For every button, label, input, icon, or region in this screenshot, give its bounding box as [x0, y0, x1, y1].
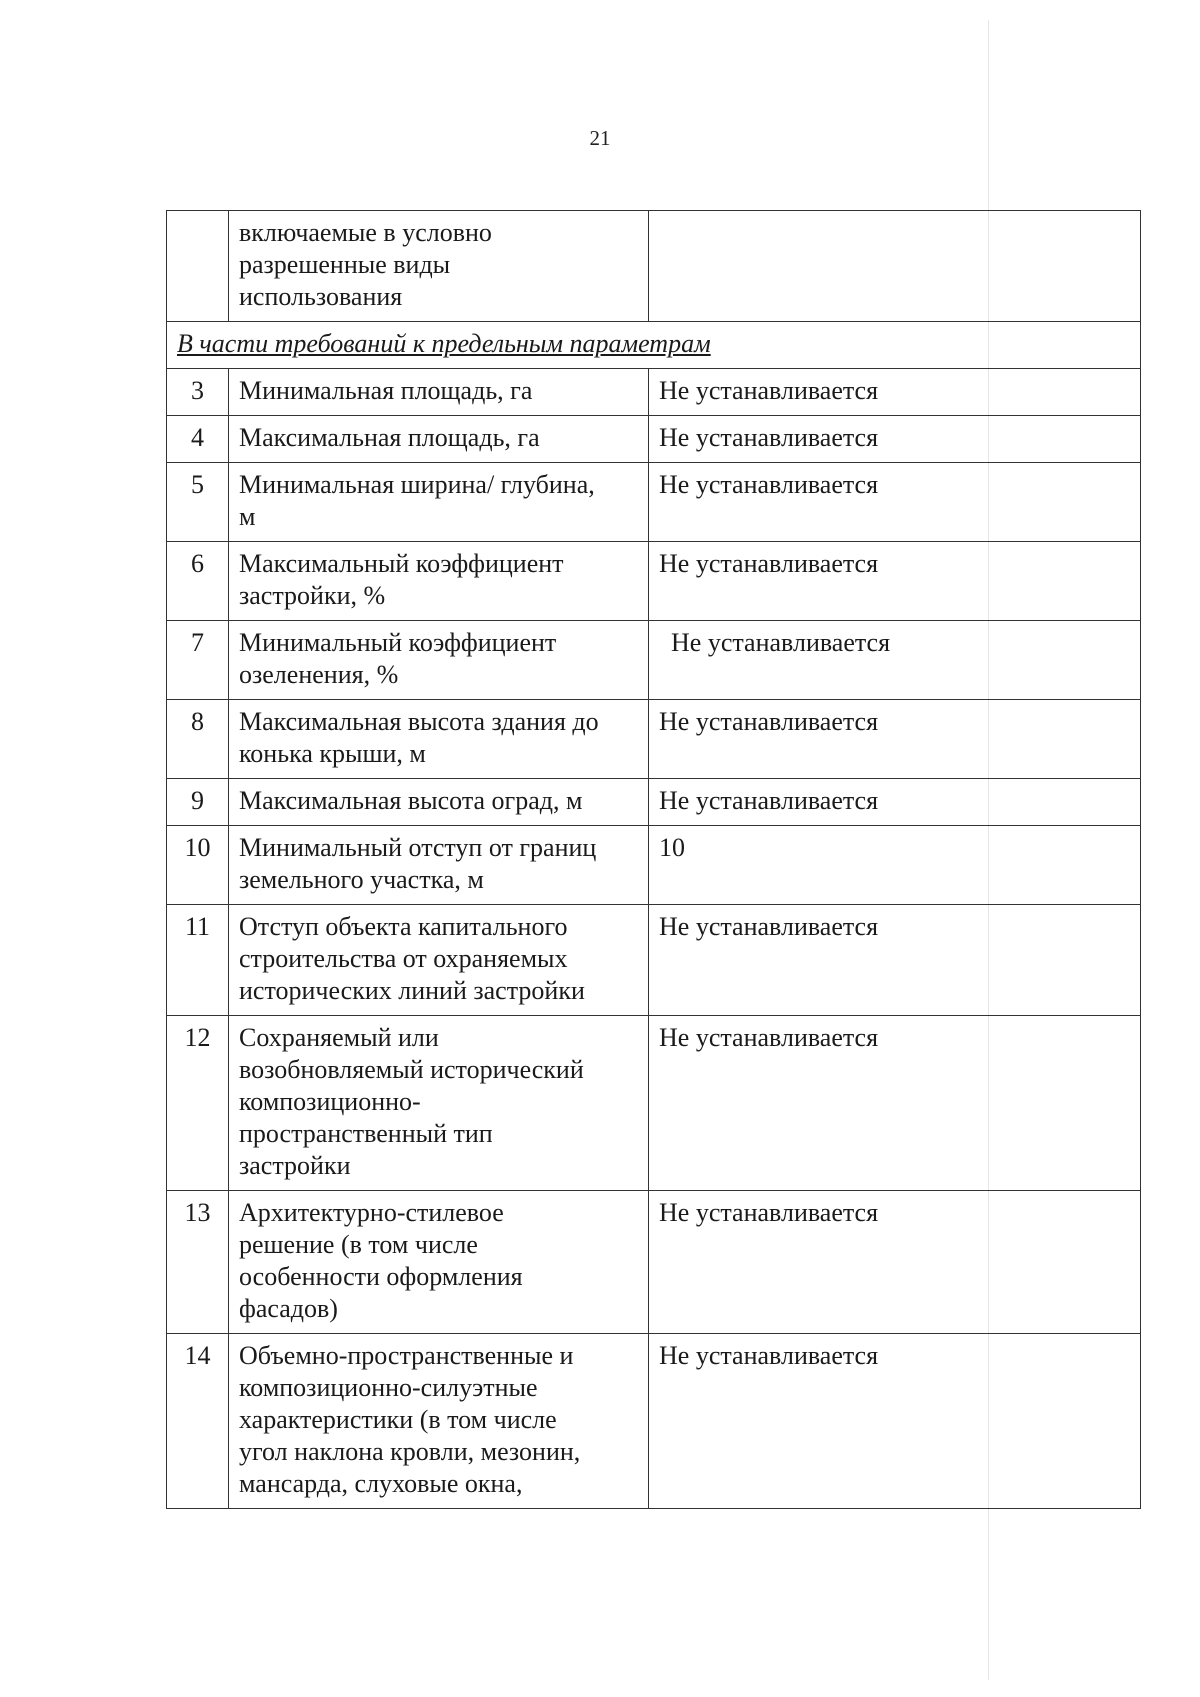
table-row: [167, 369, 1141, 416]
value-cell: Не устанавливается: [649, 621, 1141, 700]
parameter-cell: [229, 211, 649, 322]
parameter-cell: [229, 1016, 649, 1191]
parameter-line: Отступ объекта капитального: [239, 912, 568, 941]
parameter-line: фасадов): [239, 1294, 338, 1323]
parameter-line: Минимальный отступ от границ: [239, 833, 597, 862]
table-row: [167, 416, 1141, 463]
parameter-line: особенности оформления: [239, 1262, 523, 1291]
value-cell: Не устанавливается: [649, 416, 1141, 463]
parameter-cell: [229, 905, 649, 1016]
row-number-cell: 11: [167, 905, 229, 1016]
parameter-cell: [229, 826, 649, 905]
table-row: [167, 905, 1141, 1016]
value-cell: Не устанавливается: [649, 1191, 1141, 1334]
value-cell: Не устанавливается: [649, 905, 1141, 1016]
value-cell: Не устанавливается: [649, 369, 1141, 416]
parameter-line: характеристики (в том числе: [239, 1405, 557, 1434]
value-cell: Не устанавливается: [649, 542, 1141, 621]
table-row: [167, 779, 1141, 826]
parameter-line: включаемые в условно: [239, 218, 492, 247]
parameter-line: Объемно-пространственные и: [239, 1341, 574, 1370]
row-number-cell: 14: [167, 1334, 229, 1509]
parameter-line: застройки, %: [239, 581, 386, 610]
parameter-line: Максимальная высота здания до: [239, 707, 599, 736]
parameter-line: мансарда, слуховые окна,: [239, 1469, 523, 1498]
parameter-cell: [229, 416, 649, 463]
table-row: [167, 700, 1141, 779]
parameter-line: Минимальная ширина/ глубина,: [239, 470, 595, 499]
table-row: [167, 542, 1141, 621]
parameter-line: разрешенные виды: [239, 250, 451, 279]
parameter-cell: [229, 542, 649, 621]
row-number-cell: 4: [167, 416, 229, 463]
parameter-line: Архитектурно-стилевое: [239, 1198, 504, 1227]
row-number-cell: 7: [167, 621, 229, 700]
table-row: [167, 621, 1141, 700]
value-cell: 10: [649, 826, 1141, 905]
parameter-line: строительства от охраняемых: [239, 944, 568, 973]
table-row-continuation: [167, 211, 1141, 322]
row-number-cell: 5: [167, 463, 229, 542]
row-number-cell: 8: [167, 700, 229, 779]
parameter-line: озеленения, %: [239, 660, 399, 689]
parameter-line: возобновляемый исторический: [239, 1055, 584, 1084]
row-number-cell: 3: [167, 369, 229, 416]
row-number-cell: 13: [167, 1191, 229, 1334]
value-cell: Не устанавливается: [649, 700, 1141, 779]
parameter-line: Минимальная площадь, га: [239, 376, 533, 405]
table-row: [167, 1191, 1141, 1334]
parameter-line: композиционно-силуэтные: [239, 1373, 538, 1402]
value-cell: Не устанавливается: [649, 1334, 1141, 1509]
parameter-line: м: [239, 502, 256, 531]
section-header-row: [167, 322, 1141, 369]
table-row: [167, 1334, 1141, 1509]
page-number: 21: [589, 126, 611, 150]
parameter-line: застройки: [239, 1151, 351, 1180]
parameter-cell: [229, 369, 649, 416]
row-number-cell: 10: [167, 826, 229, 905]
parameter-line: Максимальный коэффициент: [239, 549, 564, 578]
section-header: В части требований к предельным параметрам: [167, 322, 1141, 369]
parameter-line: угол наклона кровли, мезонин,: [239, 1437, 581, 1466]
parameter-line: композиционно-: [239, 1087, 421, 1116]
parameter-cell: [229, 463, 649, 542]
parameter-line: конька крыши, м: [239, 739, 426, 768]
parameter-cell: [229, 1191, 649, 1334]
parameter-line: решение (в том числе: [239, 1230, 478, 1259]
parameter-line: Минимальный коэффициент: [239, 628, 557, 657]
parameter-line: пространственный тип: [239, 1119, 493, 1148]
parameter-cell: [229, 1334, 649, 1509]
row-number-cell: 12: [167, 1016, 229, 1191]
parameter-line: Сохраняемый или: [239, 1023, 439, 1052]
parameter-line: Максимальная площадь, га: [239, 423, 540, 452]
parameter-cell: [229, 621, 649, 700]
row-number-cell: [167, 211, 229, 322]
table-row: [167, 826, 1141, 905]
table-row: [167, 463, 1141, 542]
value-cell: Не устанавливается: [649, 463, 1141, 542]
table-row: [167, 1016, 1141, 1191]
parameters-table: [166, 210, 1141, 1509]
parameter-line: земельного участка, м: [239, 865, 484, 894]
table-rows: [167, 369, 1141, 1509]
value-cell: [649, 211, 1141, 322]
parameter-cell: [229, 700, 649, 779]
parameter-line: использования: [239, 282, 403, 311]
parameter-line: Максимальная высота оград, м: [239, 786, 583, 815]
row-number-cell: 6: [167, 542, 229, 621]
value-cell: Не устанавливается: [649, 1016, 1141, 1191]
value-cell: Не устанавливается: [649, 779, 1141, 826]
parameter-cell: [229, 779, 649, 826]
row-number-cell: 9: [167, 779, 229, 826]
parameter-line: исторических линий застройки: [239, 976, 585, 1005]
